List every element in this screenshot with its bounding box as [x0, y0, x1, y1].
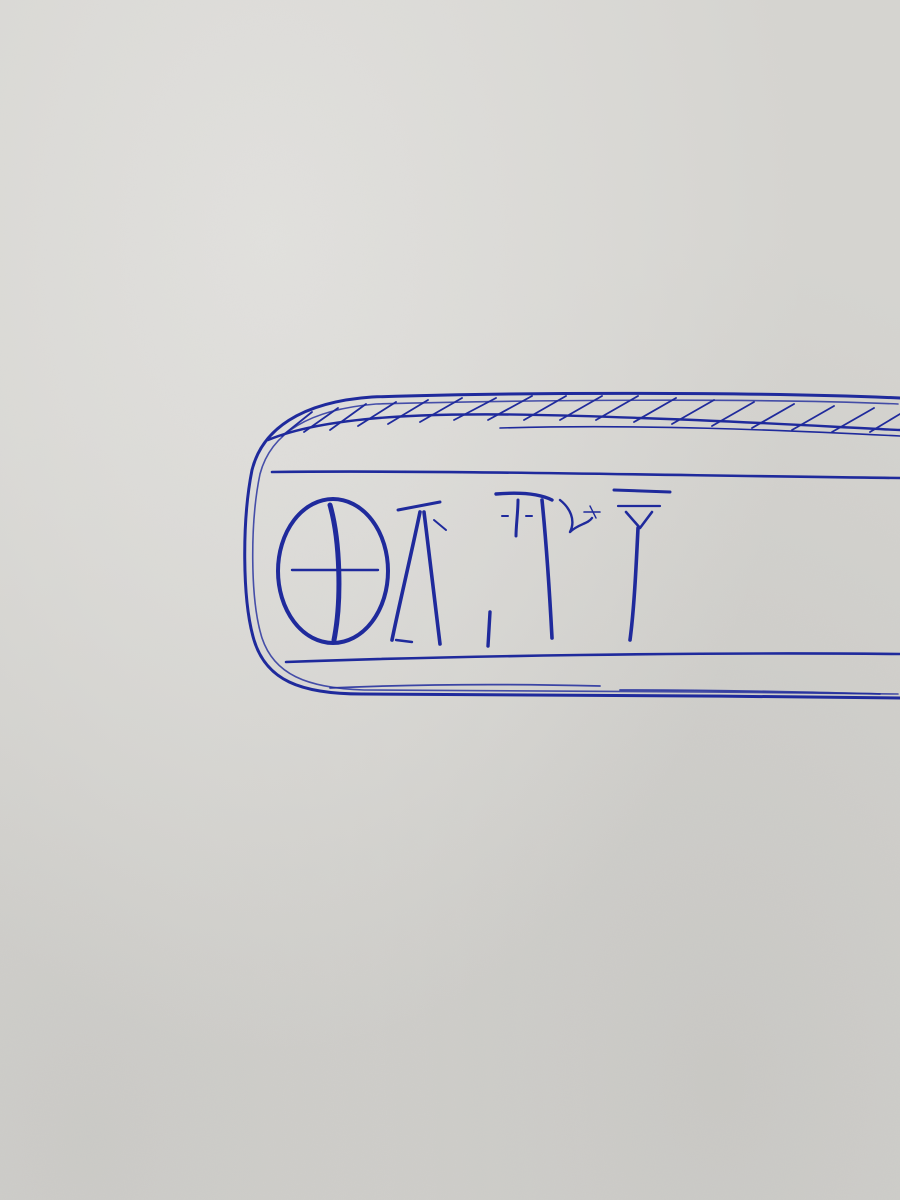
tick-mark	[488, 612, 490, 646]
